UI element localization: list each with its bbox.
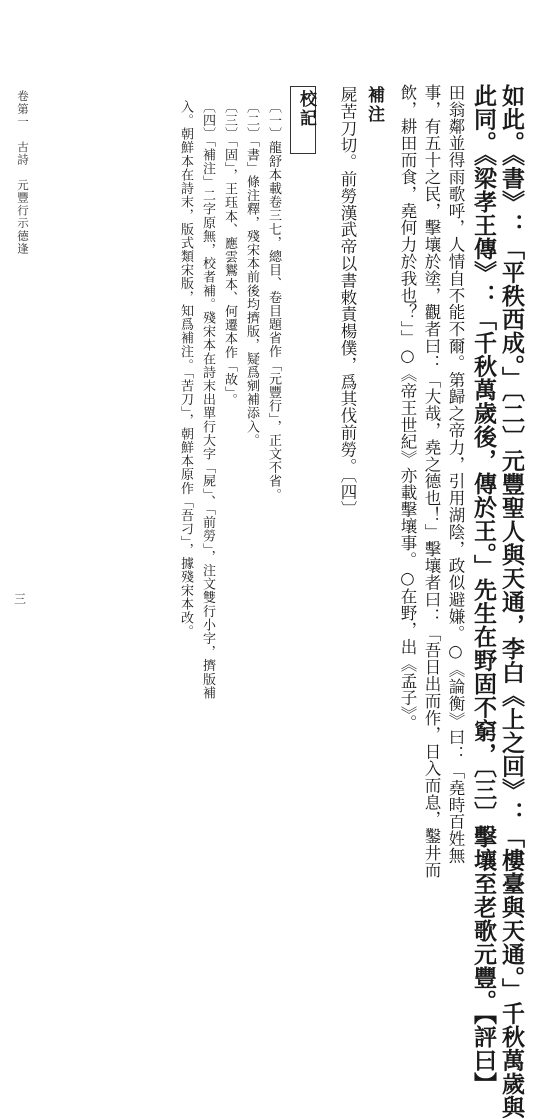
annotation-line-1: 屍苦刀切。前勞漢武帝以書敕責楊僕，爲其伐前勞。〔四〕 — [338, 86, 357, 518]
collation-note-4: 〔四〕「補注」二字原無，校者補。殘宋本在詩末出單行大字「屍」、「前勞」，注文雙行小字，擠版補 — [200, 100, 215, 700]
annotation-heading: 補注 — [364, 86, 384, 124]
collation-note-2: 〔二〕「書」條注釋，殘宋本前後均擠版，疑爲剜補添入。 — [244, 100, 259, 448]
main-text-line-3: 田翁鄰並得雨歌呼，人情自不能不爾。第歸之帝力，引用湖陰，政似避嫌。○《論衡》曰：「堯時百姓無 — [446, 84, 465, 864]
collation-heading: 校記 — [290, 86, 316, 154]
main-text-line-1: 如此。《書》：「平秩西成。」〔二〕元豐聖人與天通，李白《上之回》：「樓臺與天通。」千秋萬歲與 — [498, 84, 525, 1119]
main-text-line-5: 飲，耕田而食，堯何力於我也？」」○《帝王世紀》亦載擊壤事。○在野，出《孟子》。 — [398, 84, 417, 732]
collation-note-1: 〔一〕龍舒本載卷三七，總目、卷目題省作「元豐行」，正文不省。 — [266, 100, 281, 502]
running-header: 卷第一 古詩 元豐行示德逢 — [16, 90, 30, 256]
collation-note-5: 入。朝鮮本在詩末，版式類宋版，知爲補注。「苦刀」，朝鮮本原作「吾刁」，據殘宋本改。 — [178, 100, 193, 639]
collation-note-3: 〔三〕「固」，王珏本、應雲鸑本、何遷本作「故」。 — [222, 100, 237, 407]
page-number: 三 — [14, 592, 27, 606]
main-text-line-2: 此同。《梁孝王傳》：「千秋萬歲後，傳於王。」先生在野固不窮，〔三〕擊壤至老歌元豐。【評曰】 — [470, 84, 497, 1096]
main-text-line-4: 事，有五十之民，擊壤於塗，觀者曰：「大哉，堯之德也！」擊壤者曰：「吾日出而作，日入而息，鑿井而 — [422, 84, 441, 879]
